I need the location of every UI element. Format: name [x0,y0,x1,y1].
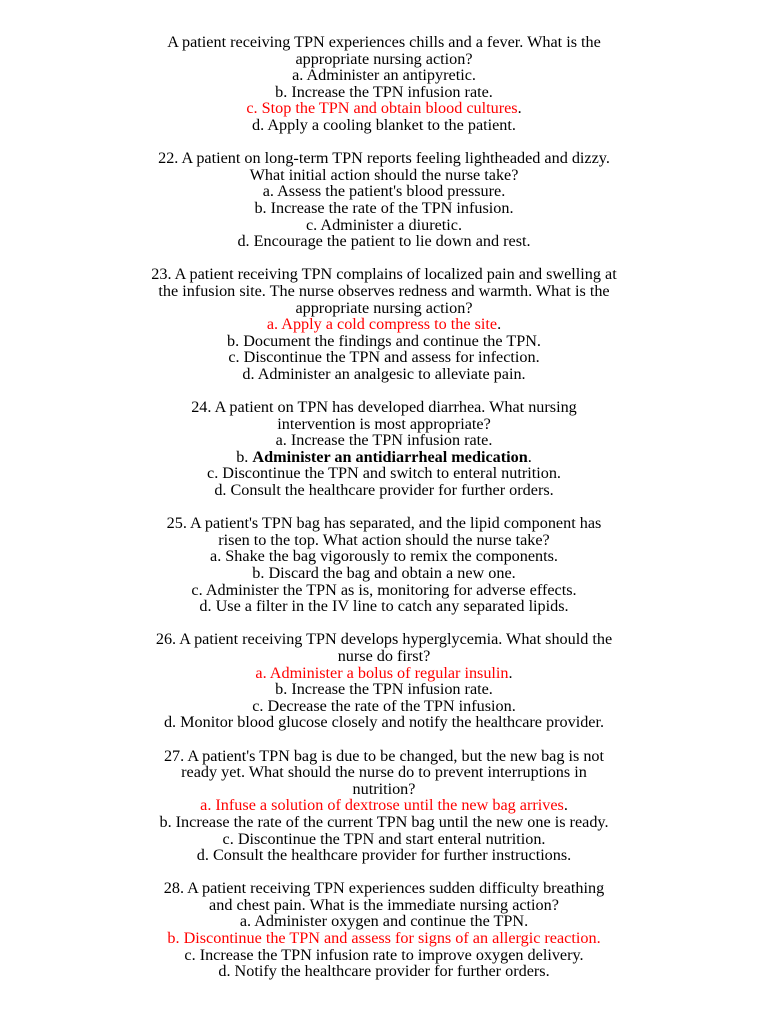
answer-option: b. Increase the TPN infusion rate. [275,82,493,101]
answer-option-highlighted: a. Infuse a solution of dextrose until the new bag arrives. [200,796,568,815]
answer-option: d. Use a filter in the IV line to catch any separated lipids. [199,597,569,616]
answer-option: c. Decrease the rate of the TPN infusion. [252,696,516,715]
answer-option-bold: b. Administer an antidiarrheal medication. [236,447,532,466]
question-stem-line: and chest pain. What is the immediate nursing action? [209,895,559,914]
question-stem-line: ready yet. What should the nurse do to prevent interruptions in [181,763,587,782]
answer-option: c. Administer the TPN as is, monitoring for adverse effects. [191,580,577,599]
question-stem-line: 24. A patient on TPN has developed diarrhea. What nursing [191,398,577,417]
question-stem-line: 23. A patient receiving TPN complains of localized pain and swelling at [151,265,617,284]
question-stem-line: intervention is most appropriate? [277,414,491,433]
answer-option: a. Increase the TPN infusion rate. [275,431,493,450]
answer-option: c. Discontinue the TPN and switch to enteral nutrition. [207,464,561,483]
answer-option: c. Discontinue the TPN and start enteral nutrition. [222,829,546,848]
answer-option: b. Document the findings and continue the TPN. [227,331,541,350]
answer-option: d. Consult the healthcare provider for further orders. [214,481,554,500]
question-block [0,399,768,499]
question-block [0,150,768,250]
answer-option: d. Apply a cooling blanket to the patient. [252,115,516,134]
question-block [0,34,768,134]
answer-option: a. Shake the bag vigorously to remix the components. [210,547,558,566]
question-stem-line: appropriate nursing action? [295,298,473,317]
question-block [0,748,768,864]
question-stem-line: 26. A patient receiving TPN develops hyperglycemia. What should the [155,630,613,649]
question-stem-line: A patient receiving TPN experiences chills and a fever. What is the [167,33,601,51]
answer-option: a. Assess the patient's blood pressure. [262,182,506,201]
answer-option: d. Monitor blood glucose closely and notify the healthcare provider. [163,713,605,732]
answer-option: d. Administer an analgesic to alleviate pain. [242,364,526,383]
answer-option: b. Increase the TPN infusion rate. [275,680,493,699]
answer-option: b. Increase the rate of the TPN infusion. [254,198,514,217]
question-stem-line: nutrition? [352,779,416,798]
question-block [0,515,768,615]
question-stem-line: nurse do first? [337,646,431,665]
answer-option: d. Notify the healthcare provider for further orders. [218,962,550,981]
document-page [0,34,768,996]
question-stem-line: 22. A patient on long-term TPN reports feeling lightheaded and dizzy. [158,149,610,168]
answer-option: a. Administer an antipyretic. [292,66,476,85]
question-stem-line: 25. A patient's TPN bag has separated, and the lipid component has [166,514,602,533]
question-stem-line: risen to the top. What action should the nurse take? [218,530,550,549]
answer-option-highlighted: c. Stop the TPN and obtain blood cultures. [246,99,522,118]
question-stem-line: What initial action should the nurse take? [249,165,519,184]
answer-option: c. Discontinue the TPN and assess for infection. [228,348,540,367]
question-block [0,880,768,980]
answer-option: b. Increase the rate of the current TPN bag until the new one is ready. [159,812,609,831]
answer-option-highlighted: a. Administer a bolus of regular insulin. [255,663,513,682]
question-block [0,266,768,382]
answer-option: c. Increase the TPN infusion rate to improve oxygen delivery. [184,945,584,964]
answer-option: c. Administer a diuretic. [306,215,462,234]
answer-option-highlighted: b. Discontinue the TPN and assess for signs of an allergic reaction. [167,929,601,948]
answer-option: d. Consult the healthcare provider for further instructions. [196,846,572,865]
answer-option-highlighted: a. Apply a cold compress to the site. [266,315,502,334]
question-stem-line: appropriate nursing action? [295,49,473,68]
answer-option: d. Encourage the patient to lie down and rest. [237,232,531,251]
answer-option: a. Administer oxygen and continue the TPN. [239,912,529,931]
question-block [0,631,768,731]
question-stem-line: 27. A patient's TPN bag is due to be changed, but the new bag is not [163,746,605,765]
answer-option: b. Discard the bag and obtain a new one. [252,564,516,582]
question-stem-line: 28. A patient receiving TPN experiences sudden difficulty breathing [163,879,605,898]
question-stem-line: the infusion site. The nurse observes redness and warmth. What is the [158,281,610,300]
